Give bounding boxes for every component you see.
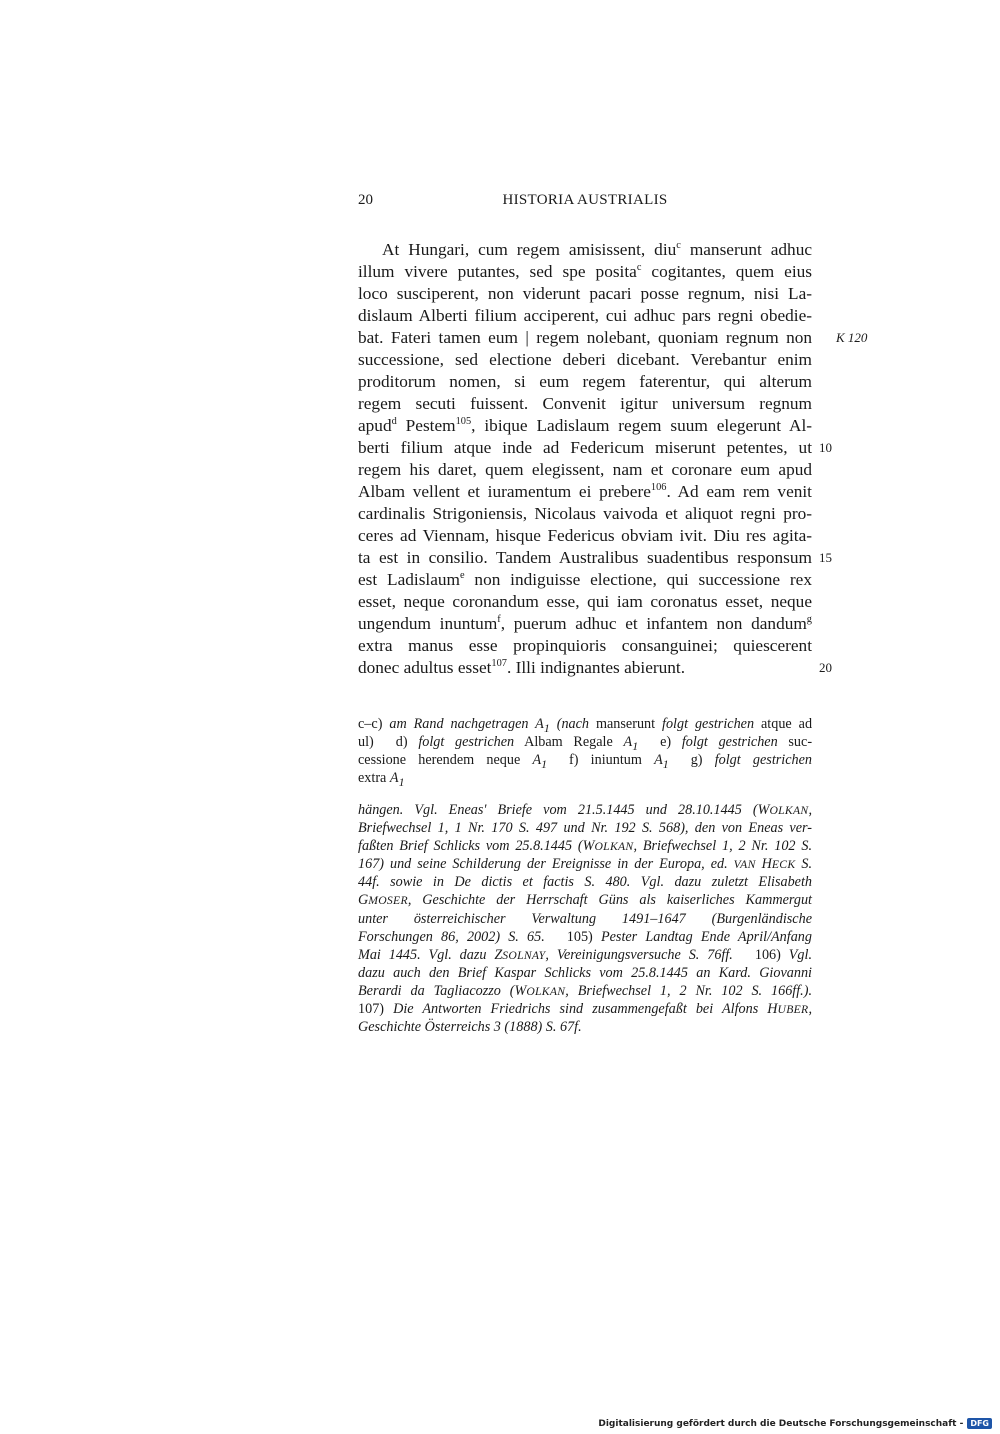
footnote-line: hängen. Vgl. Eneas' Briefe vom 21.5.1445 und 28.10.1445 (WOLKAN, [358, 802, 812, 818]
footnote-line: Forschungen 86, 2002) S. 65. 105) Pester Landtag Ende April/Anfang [358, 928, 812, 945]
text-line: berti filium atque inde ad Federicum miserunt petentes, ut [358, 438, 812, 457]
text-line: extra manus esse propinquioris consanguinei; quiescerent [358, 636, 812, 655]
apparatus-line: c–c) am Rand nachgetragen $A_1$ (nach manserunt folgt gestrichen atque ad [358, 716, 813, 735]
line-number: 20 [819, 660, 832, 675]
critical-apparatus [358, 715, 812, 787]
text-line: successione, sed electione deberi dicebant. Verebantur enim [358, 350, 812, 369]
footnote-line: Briefwechsel 1, 1 Nr. 170 S. 497 und Nr. 192 S. 568), den von Eneas ver- [358, 820, 812, 837]
apparatus-line: cessione herendem neque $A_1$ f) iniuntum $A_1$ g) folgt gestrichen [358, 752, 812, 771]
footnote-line: faßten Brief Schlicks vom 25.8.1445 (WOLKAN, Briefwechsel 1, 2 Nr. 102 S. [358, 838, 812, 855]
footnote-line: dazu auch den Brief Kaspar Schlicks vom 25.8.1445 an Kard. Giovanni [358, 964, 812, 981]
text-line: est Ladislaum$^e$ non indiguisse electione, qui successione rex [358, 570, 812, 589]
text-line: esset, neque coronandum esse, qui iam coronatus esset, neque [358, 592, 812, 611]
footnote-line: Berardi da Tagliacozzo (WOLKAN, Briefwechsel 1, 2 Nr. 102 S. 166ff.). [358, 982, 812, 999]
page-header [358, 192, 812, 216]
text-line: bat. Fateri tamen eum | regem nolebant, quoniam regnum non [358, 328, 812, 347]
text-line: Albam vellent et iuramentum ei prebere$^{106}$. Ad eam rem venit [358, 482, 812, 501]
margin-siglum: K 120 [836, 330, 868, 345]
apparatus-line: ul) d) folgt gestrichen Albam Regale $A_1$ e) folgt gestrichen suc- [358, 734, 813, 753]
line-number: 15 [819, 550, 832, 565]
text-line: donec adultus esset$^{107}$. Illi indignantes abierunt. [358, 658, 686, 677]
text-line: apud$^d$ Pestem$^{105}$, ibique Ladislaum regem suum elegerunt Al- [358, 416, 812, 435]
text-line: illum vivere putantes, sed spe posita$^c$ cogitantes, quem eius [358, 262, 813, 281]
funding-text: Digitalisierung gefördert durch die Deutsche Forschungsgemeinschaft - [598, 1418, 964, 1429]
text-line: regem secuti fuissent. Convenit igitur universum regnum [358, 394, 812, 413]
page-number: 20 [358, 192, 373, 208]
footnote-line: GMOSER, Geschichte der Herrschaft Güns als kaiserliches Kammergut [358, 892, 812, 909]
running-title: HISTORIA AUSTRIALIS [502, 192, 668, 208]
line-number: 10 [819, 440, 832, 455]
text-line: regem his daret, quem elegissent, nam et coronare eum apud [358, 460, 812, 479]
funding-banner [598, 1418, 992, 1429]
apparatus-line: extra $A_1$ [358, 770, 405, 789]
footnote-line: Mai 1445. Vgl. dazu ZSOLNAY, Vereinigungsversuche S. 76ff. 106) Vgl. [358, 946, 813, 963]
text-line: At Hungari, cum regem amisissent, diu$^c$ manserunt adhuc [382, 240, 813, 259]
text-line: ceres ad Viennam, hisque Federicus obviam ivit. Diu res agita- [358, 526, 812, 545]
text-line: loco susciperent, non viderunt pacari posse regnum, nisi La- [358, 284, 812, 303]
text-line: proditorum nomen, si eum regem faterentur, qui alterum [358, 372, 812, 391]
footnote-line: 167) und seine Schilderung der Ereignisse in der Europa, ed. VAN HECK S. [358, 856, 813, 873]
text-line: ta est in consilio. Tandem Australibus suadentibus responsum [358, 548, 812, 567]
dfg-logo-icon: DFG [967, 1418, 992, 1429]
footnote-line: Geschichte Österreichs 3 (1888) S. 67f. [358, 1019, 582, 1036]
footnotes [358, 801, 812, 1036]
text-line: ungendum inuntum$^f$, puerum adhuc et infantem non dandum$^g$ [358, 614, 812, 633]
text-line: dislaum Alberti filium acciperent, cui adhuc pars regni obedie- [358, 306, 812, 325]
footnote-line: unter österreichischer Verwaltung 1491–1647 (Burgenländische [358, 910, 812, 927]
main-text [358, 239, 812, 679]
footnote-line: 107) Die Antworten Friedrichs sind zusammengefaßt bei Alfons HUBER, [358, 1001, 812, 1018]
text-line: cardinalis Strigoniensis, Nicolaus vaivoda et aliquot regni pro- [358, 504, 812, 523]
footnote-line: 44f. sowie in De dictis et factis S. 480. Vgl. dazu zuletzt Elisabeth [358, 874, 812, 891]
